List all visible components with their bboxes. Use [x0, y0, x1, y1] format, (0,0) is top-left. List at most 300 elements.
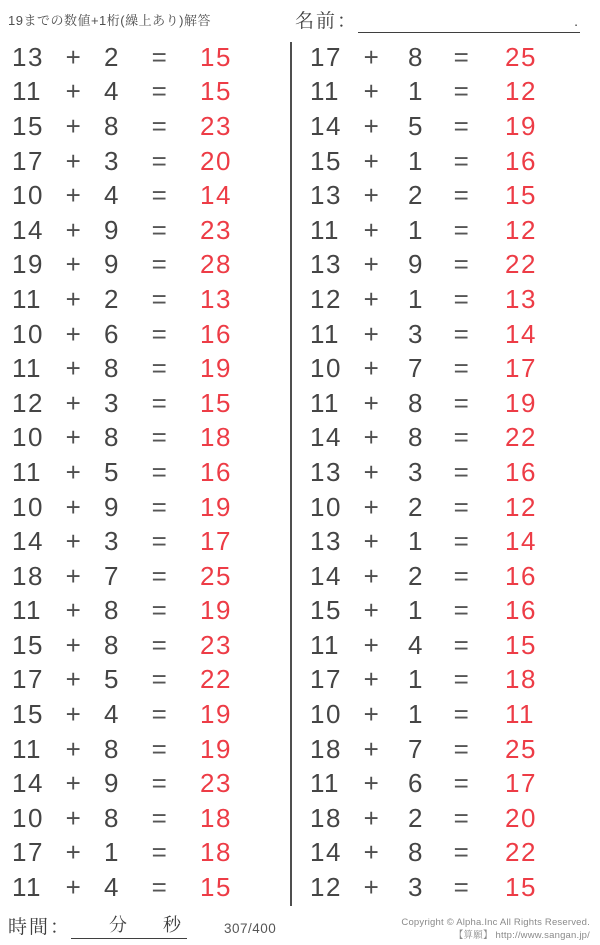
- plus-sign: +: [65, 283, 83, 314]
- equals-sign: =: [151, 699, 169, 730]
- addend-second: 9: [104, 249, 120, 280]
- plus-sign: +: [65, 629, 83, 660]
- equals-sign: =: [151, 733, 169, 764]
- plus-sign: +: [65, 595, 83, 626]
- equals-sign: =: [151, 422, 169, 453]
- answer-value: 22: [505, 422, 537, 453]
- addend-first: 13: [12, 41, 44, 72]
- equals-sign: =: [151, 802, 169, 833]
- problem-row: [291, 109, 600, 144]
- equals-sign: =: [151, 526, 169, 557]
- addend-second: 8: [104, 595, 120, 626]
- equals-sign: =: [453, 76, 471, 107]
- problem-row: [291, 455, 600, 490]
- addend-second: 1: [408, 283, 424, 314]
- answer-value: 14: [200, 180, 232, 211]
- plus-sign: +: [65, 802, 83, 833]
- equals-sign: =: [151, 387, 169, 418]
- answer-value: 18: [200, 422, 232, 453]
- answer-value: 17: [200, 526, 232, 557]
- addend-first: 14: [12, 526, 44, 557]
- addend-second: 8: [104, 629, 120, 660]
- equals-sign: =: [151, 318, 169, 349]
- plus-sign: +: [363, 664, 381, 695]
- problem-row: [0, 317, 290, 352]
- plus-sign: +: [65, 560, 83, 591]
- addend-second: 8: [104, 422, 120, 453]
- equals-sign: =: [151, 629, 169, 660]
- answer-value: 19: [200, 733, 232, 764]
- addend-first: 11: [12, 353, 42, 384]
- answer-value: 16: [200, 318, 232, 349]
- answer-value: 17: [505, 353, 537, 384]
- addend-second: 1: [408, 526, 424, 557]
- problem-row: [0, 213, 290, 248]
- addend-second: 2: [408, 560, 424, 591]
- answer-value: 14: [505, 318, 537, 349]
- addend-first: 13: [310, 526, 342, 557]
- plus-sign: +: [65, 76, 83, 107]
- equals-sign: =: [453, 283, 471, 314]
- addend-second: 8: [104, 110, 120, 141]
- addend-first: 18: [12, 560, 44, 591]
- equals-sign: =: [453, 768, 471, 799]
- addend-second: 1: [408, 664, 424, 695]
- plus-sign: +: [363, 353, 381, 384]
- plus-sign: +: [363, 422, 381, 453]
- name-field: [295, 6, 580, 33]
- addend-first: 10: [12, 802, 44, 833]
- addend-second: 2: [104, 41, 120, 72]
- addend-first: 13: [310, 249, 342, 280]
- addend-first: 17: [310, 664, 342, 695]
- problem-column-right: [291, 40, 600, 905]
- plus-sign: +: [363, 214, 381, 245]
- addend-first: 15: [12, 699, 44, 730]
- minutes-label: 分: [109, 915, 128, 935]
- plus-sign: +: [363, 145, 381, 176]
- answer-value: 18: [200, 837, 232, 868]
- answer-value: 19: [200, 491, 232, 522]
- answer-value: 12: [505, 214, 537, 245]
- addend-second: 8: [408, 387, 424, 418]
- answer-value: 15: [200, 41, 232, 72]
- addend-first: 12: [310, 283, 342, 314]
- equals-sign: =: [453, 802, 471, 833]
- problem-row: [291, 524, 600, 559]
- plus-sign: +: [65, 422, 83, 453]
- problem-row: [291, 766, 600, 801]
- answer-value: 18: [200, 802, 232, 833]
- problem-row: [0, 351, 290, 386]
- equals-sign: =: [151, 872, 169, 903]
- plus-sign: +: [363, 595, 381, 626]
- problem-row: [0, 836, 290, 871]
- plus-sign: +: [65, 41, 83, 72]
- addend-second: 4: [408, 629, 424, 660]
- plus-sign: +: [65, 768, 83, 799]
- problem-row: [291, 870, 600, 905]
- addend-second: 8: [104, 733, 120, 764]
- addend-first: 11: [310, 76, 340, 107]
- problem-row: [0, 697, 290, 732]
- plus-sign: +: [65, 353, 83, 384]
- addend-first: 10: [12, 422, 44, 453]
- plus-sign: +: [363, 837, 381, 868]
- equals-sign: =: [453, 41, 471, 72]
- copyright: [401, 916, 590, 942]
- equals-sign: =: [453, 560, 471, 591]
- answer-value: 15: [200, 76, 232, 107]
- addend-first: 14: [310, 837, 342, 868]
- answer-value: 23: [200, 214, 232, 245]
- addend-second: 1: [408, 145, 424, 176]
- problem-row: [0, 75, 290, 110]
- addend-second: 3: [104, 145, 120, 176]
- plus-sign: +: [65, 110, 83, 141]
- equals-sign: =: [453, 353, 471, 384]
- equals-sign: =: [453, 629, 471, 660]
- plus-sign: +: [65, 733, 83, 764]
- problem-row: [0, 455, 290, 490]
- equals-sign: =: [453, 387, 471, 418]
- time-field: [8, 912, 187, 939]
- answer-value: 13: [505, 283, 537, 314]
- plus-sign: +: [65, 180, 83, 211]
- answer-value: 28: [200, 249, 232, 280]
- addend-first: 14: [12, 214, 44, 245]
- addend-second: 9: [104, 214, 120, 245]
- addend-first: 15: [12, 629, 44, 660]
- problem-row: [291, 248, 600, 283]
- equals-sign: =: [453, 491, 471, 522]
- plus-sign: +: [363, 249, 381, 280]
- addend-first: 11: [12, 76, 42, 107]
- answer-value: 12: [505, 76, 537, 107]
- equals-sign: =: [453, 422, 471, 453]
- equals-sign: =: [453, 456, 471, 487]
- plus-sign: +: [65, 664, 83, 695]
- addend-second: 7: [408, 353, 424, 384]
- problem-row: [0, 248, 290, 283]
- addend-first: 11: [12, 283, 42, 314]
- answer-value: 23: [200, 110, 232, 141]
- equals-sign: =: [453, 872, 471, 903]
- addend-second: 1: [408, 76, 424, 107]
- plus-sign: +: [65, 872, 83, 903]
- plus-sign: +: [363, 768, 381, 799]
- problem-row: [0, 870, 290, 905]
- addend-second: 7: [104, 560, 120, 591]
- addend-second: 3: [408, 318, 424, 349]
- problem-row: [291, 490, 600, 525]
- name-input-line[interactable]: .: [358, 10, 580, 33]
- equals-sign: =: [151, 456, 169, 487]
- addend-first: 11: [12, 872, 42, 903]
- equals-sign: =: [151, 41, 169, 72]
- problem-row: [0, 594, 290, 629]
- problem-row: [0, 421, 290, 456]
- answer-value: 15: [505, 180, 537, 211]
- problem-row: [291, 282, 600, 317]
- addend-first: 12: [310, 872, 342, 903]
- addend-second: 5: [104, 456, 120, 487]
- addend-second: 3: [408, 872, 424, 903]
- answer-value: 16: [505, 456, 537, 487]
- equals-sign: =: [453, 699, 471, 730]
- addend-second: 1: [104, 837, 120, 868]
- answer-value: 19: [505, 387, 537, 418]
- plus-sign: +: [65, 456, 83, 487]
- problem-row: [291, 317, 600, 352]
- addend-first: 10: [12, 180, 44, 211]
- copyright-line1: Copyright © Alpha.Inc All Rights Reserved.: [401, 917, 590, 928]
- page-count: 307/400: [224, 921, 277, 936]
- plus-sign: +: [363, 733, 381, 764]
- addend-first: 17: [12, 664, 44, 695]
- problem-row: [291, 663, 600, 698]
- equals-sign: =: [453, 595, 471, 626]
- addend-first: 14: [12, 768, 44, 799]
- answer-value: 12: [505, 491, 537, 522]
- seconds-label: 秒: [163, 915, 182, 935]
- plus-sign: +: [363, 76, 381, 107]
- answer-value: 15: [200, 387, 232, 418]
- plus-sign: +: [65, 145, 83, 176]
- problem-row: [291, 697, 600, 732]
- equals-sign: =: [151, 837, 169, 868]
- addend-first: 18: [310, 802, 342, 833]
- addend-first: 11: [12, 456, 42, 487]
- equals-sign: =: [151, 560, 169, 591]
- addend-first: 11: [310, 387, 340, 418]
- plus-sign: +: [363, 110, 381, 141]
- plus-sign: +: [363, 872, 381, 903]
- equals-sign: =: [151, 283, 169, 314]
- addend-first: 11: [12, 595, 42, 626]
- addend-second: 4: [104, 180, 120, 211]
- problem-row: [291, 421, 600, 456]
- answer-value: 22: [505, 837, 537, 868]
- addend-second: 4: [104, 872, 120, 903]
- problem-row: [0, 801, 290, 836]
- equals-sign: =: [453, 214, 471, 245]
- answer-value: 16: [505, 595, 537, 626]
- addend-second: 1: [408, 214, 424, 245]
- equals-sign: =: [151, 353, 169, 384]
- problem-row: [0, 766, 290, 801]
- answer-value: 18: [505, 664, 537, 695]
- equals-sign: =: [151, 664, 169, 695]
- answer-value: 17: [505, 768, 537, 799]
- problem-row: [0, 178, 290, 213]
- plus-sign: +: [363, 491, 381, 522]
- problem-row: [291, 836, 600, 871]
- problem-row: [0, 40, 290, 75]
- answer-value: 15: [505, 872, 537, 903]
- equals-sign: =: [151, 249, 169, 280]
- addend-first: 11: [310, 629, 340, 660]
- answer-value: 16: [505, 145, 537, 176]
- problem-row: [0, 524, 290, 559]
- problem-column-left: [0, 40, 290, 905]
- answer-value: 25: [505, 733, 537, 764]
- name-label: 名前：: [295, 11, 359, 32]
- plus-sign: +: [363, 318, 381, 349]
- plus-sign: +: [363, 560, 381, 591]
- addend-first: 10: [12, 491, 44, 522]
- plus-sign: +: [363, 456, 381, 487]
- answer-value: 25: [505, 41, 537, 72]
- problem-row: [0, 732, 290, 767]
- problem-row: [291, 213, 600, 248]
- addend-second: 5: [408, 110, 424, 141]
- equals-sign: =: [453, 145, 471, 176]
- addend-first: 11: [310, 768, 340, 799]
- plus-sign: +: [65, 387, 83, 418]
- addend-second: 2: [408, 802, 424, 833]
- equals-sign: =: [453, 733, 471, 764]
- problem-row: [0, 109, 290, 144]
- addend-second: 8: [408, 422, 424, 453]
- answer-value: 15: [505, 629, 537, 660]
- plus-sign: +: [363, 699, 381, 730]
- addend-first: 15: [310, 145, 342, 176]
- problem-row: [291, 594, 600, 629]
- addend-second: 1: [408, 595, 424, 626]
- equals-sign: =: [453, 180, 471, 211]
- addend-first: 13: [310, 180, 342, 211]
- equals-sign: =: [151, 145, 169, 176]
- answer-value: 19: [505, 110, 537, 141]
- plus-sign: +: [363, 41, 381, 72]
- problem-row: [0, 282, 290, 317]
- answer-value: 25: [200, 560, 232, 591]
- equals-sign: =: [453, 526, 471, 557]
- equals-sign: =: [151, 76, 169, 107]
- problem-row: [291, 40, 600, 75]
- answer-value: 11: [505, 699, 535, 730]
- addend-first: 17: [310, 41, 342, 72]
- problem-row: [291, 144, 600, 179]
- plus-sign: +: [363, 802, 381, 833]
- addend-first: 10: [310, 491, 342, 522]
- problem-row: [0, 490, 290, 525]
- addend-first: 12: [12, 387, 44, 418]
- problem-row: [291, 559, 600, 594]
- equals-sign: =: [151, 595, 169, 626]
- plus-sign: +: [65, 837, 83, 868]
- addend-first: 11: [12, 733, 42, 764]
- equals-sign: =: [151, 110, 169, 141]
- plus-sign: +: [363, 526, 381, 557]
- addend-second: 5: [104, 664, 120, 695]
- problem-row: [291, 801, 600, 836]
- addend-first: 10: [310, 699, 342, 730]
- addend-first: 10: [12, 318, 44, 349]
- addend-first: 11: [310, 318, 340, 349]
- time-input-line[interactable]: [71, 913, 187, 939]
- addend-second: 6: [104, 318, 120, 349]
- addend-first: 14: [310, 422, 342, 453]
- addend-second: 1: [408, 699, 424, 730]
- addend-first: 13: [310, 456, 342, 487]
- plus-sign: +: [363, 283, 381, 314]
- addend-second: 2: [408, 180, 424, 211]
- problem-row: [291, 732, 600, 767]
- equals-sign: =: [453, 249, 471, 280]
- addend-second: 8: [104, 802, 120, 833]
- problem-row: [0, 386, 290, 421]
- problem-row: [291, 178, 600, 213]
- addend-first: 14: [310, 110, 342, 141]
- answer-value: 22: [200, 664, 232, 695]
- equals-sign: =: [453, 664, 471, 695]
- answer-value: 16: [200, 456, 232, 487]
- copyright-line2: 【算願】 http://www.sangan.jp/: [453, 930, 590, 941]
- addend-second: 7: [408, 733, 424, 764]
- addend-first: 17: [12, 837, 44, 868]
- addend-first: 14: [310, 560, 342, 591]
- plus-sign: +: [363, 180, 381, 211]
- answer-value: 16: [505, 560, 537, 591]
- addend-second: 4: [104, 76, 120, 107]
- plus-sign: +: [65, 699, 83, 730]
- problem-row: [291, 628, 600, 663]
- equals-sign: =: [453, 837, 471, 868]
- addend-second: 8: [408, 41, 424, 72]
- plus-sign: +: [65, 491, 83, 522]
- answer-value: 20: [505, 802, 537, 833]
- addend-second: 8: [408, 837, 424, 868]
- addend-second: 2: [408, 491, 424, 522]
- equals-sign: =: [151, 214, 169, 245]
- addend-second: 9: [104, 768, 120, 799]
- answer-value: 19: [200, 699, 232, 730]
- plus-sign: +: [363, 387, 381, 418]
- answer-value: 13: [200, 283, 232, 314]
- problem-row: [0, 628, 290, 663]
- answer-value: 19: [200, 595, 232, 626]
- equals-sign: =: [453, 318, 471, 349]
- answer-value: 14: [505, 526, 537, 557]
- plus-sign: +: [65, 249, 83, 280]
- addend-first: 19: [12, 249, 44, 280]
- problem-row: [0, 559, 290, 594]
- answer-value: 15: [200, 872, 232, 903]
- addend-second: 6: [408, 768, 424, 799]
- addend-second: 9: [104, 491, 120, 522]
- addend-first: 11: [310, 214, 340, 245]
- addend-second: 3: [104, 387, 120, 418]
- addend-second: 8: [104, 353, 120, 384]
- addend-second: 2: [104, 283, 120, 314]
- answer-value: 19: [200, 353, 232, 384]
- problem-row: [0, 144, 290, 179]
- addend-first: 15: [310, 595, 342, 626]
- plus-sign: +: [363, 629, 381, 660]
- equals-sign: =: [151, 491, 169, 522]
- answer-value: 20: [200, 145, 232, 176]
- addend-first: 10: [310, 353, 342, 384]
- equals-sign: =: [151, 768, 169, 799]
- equals-sign: =: [151, 180, 169, 211]
- addend-second: 9: [408, 249, 424, 280]
- plus-sign: +: [65, 526, 83, 557]
- problem-row: [291, 386, 600, 421]
- addend-second: 3: [104, 526, 120, 557]
- answer-value: 23: [200, 629, 232, 660]
